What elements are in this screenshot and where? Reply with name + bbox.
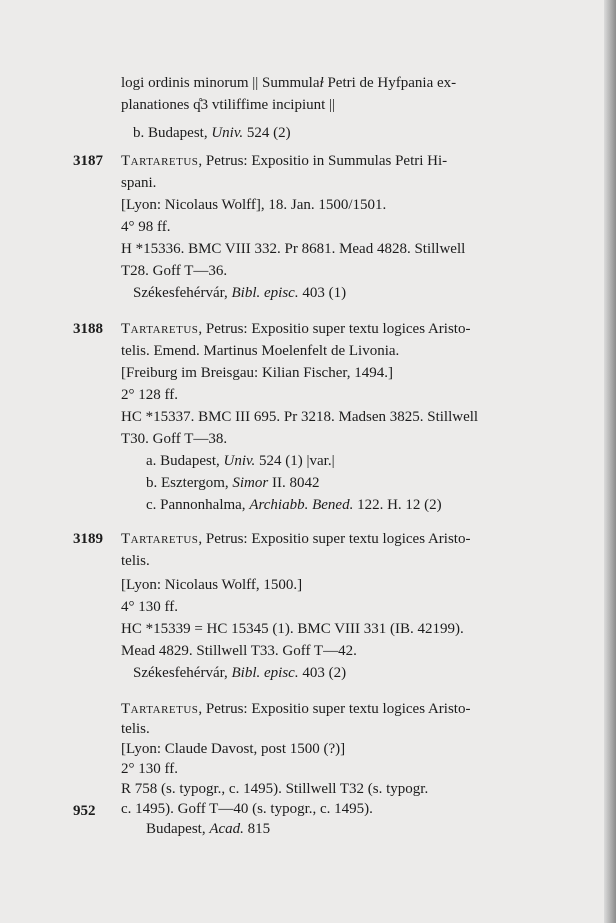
- top-line-3: b. Budapest, Univ. 524 (2): [133, 125, 291, 141]
- entry-3188-location-c: c. Pannonhalma, Archiabb. Bened. 122. H. 12 (2): [146, 497, 442, 513]
- entry-number-3188: 3188: [73, 321, 103, 337]
- entry-3187-title: Tartaretus, Petrus: Expositio in Summulas Petri Hi-: [121, 153, 448, 169]
- page-edge-shadow: [604, 0, 616, 923]
- entry-3189-format: 4° 130 ff.: [121, 599, 178, 615]
- entry-3188-title: Tartaretus, Petrus: Expositio super textu logices Aristo-: [121, 321, 471, 337]
- entry-last-refs: R 758 (s. typogr., c. 1495). Stillwell T32 (s. typogr.: [121, 781, 429, 797]
- entry-3187-imprint: [Lyon: Nicolaus Wolff], 18. Jan. 1500/1501.: [121, 197, 387, 213]
- entry-last-refs: c. 1495). Goff T—40 (s. typogr., c. 1495).: [121, 801, 373, 817]
- entry-3189-title: Tartaretus, Petrus: Expositio super textu logices Aristo-: [121, 531, 471, 547]
- top-line-1: logi ordinis minorum || Summulaɫ Petri de Hyfpania ex-: [121, 75, 457, 91]
- entry-last-imprint: [Lyon: Claude Davost, post 1500 (?)]: [121, 741, 346, 757]
- entry-3187-refs: T28. Goff T—36.: [121, 263, 228, 279]
- entry-3188-format: 2° 128 ff.: [121, 387, 178, 403]
- top-line-2: planationes q̊3 vtiliffime incipiunt ||: [121, 97, 336, 113]
- entry-3188-line: telis. Emend. Martinus Moelenfelt de Livonia.: [121, 343, 400, 359]
- entry-number-3187: 3187: [73, 153, 103, 169]
- entry-3189-location: Székesfehérvár, Bibl. episc. 403 (2): [133, 665, 347, 681]
- entry-3189-line: telis.: [121, 553, 150, 569]
- entry-3188-location-b: b. Esztergom, Simor II. 8042: [146, 475, 320, 491]
- entry-3188-imprint: [Freiburg im Breisgau: Kilian Fischer, 1494.]: [121, 365, 393, 381]
- entry-last-title: Tartaretus, Petrus: Expositio super textu logices Aristo-: [121, 701, 471, 717]
- entry-3188-refs: HC *15337. BMC III 695. Pr 3218. Madsen 3825. Stillwell: [121, 409, 479, 425]
- entry-3189-refs: Mead 4829. Stillwell T33. Goff T—42.: [121, 643, 357, 659]
- page-number: 952: [73, 803, 96, 819]
- entry-last-format: 2° 130 ff.: [121, 761, 178, 777]
- entry-last-location: Budapest, Acad. 815: [146, 821, 271, 837]
- entry-last-line: telis.: [121, 721, 150, 737]
- entry-3189-imprint: [Lyon: Nicolaus Wolff, 1500.]: [121, 577, 303, 593]
- entry-3187-line: spani.: [121, 175, 157, 191]
- entry-3189-refs: HC *15339 = HC 15345 (1). BMC VIII 331 (IB. 42199).: [121, 621, 464, 637]
- entry-3188-location-a: a. Budapest, Univ. 524 (1) |var.|: [146, 453, 335, 469]
- entry-3187-format: 4° 98 ff.: [121, 219, 171, 235]
- entry-number-3189: 3189: [73, 531, 103, 547]
- entry-3187-refs: H *15336. BMC VIII 332. Pr 8681. Mead 4828. Stillwell: [121, 241, 466, 257]
- entry-3187-location: Székesfehérvár, Bibl. episc. 403 (1): [133, 285, 347, 301]
- entry-3188-refs: T30. Goff T—38.: [121, 431, 228, 447]
